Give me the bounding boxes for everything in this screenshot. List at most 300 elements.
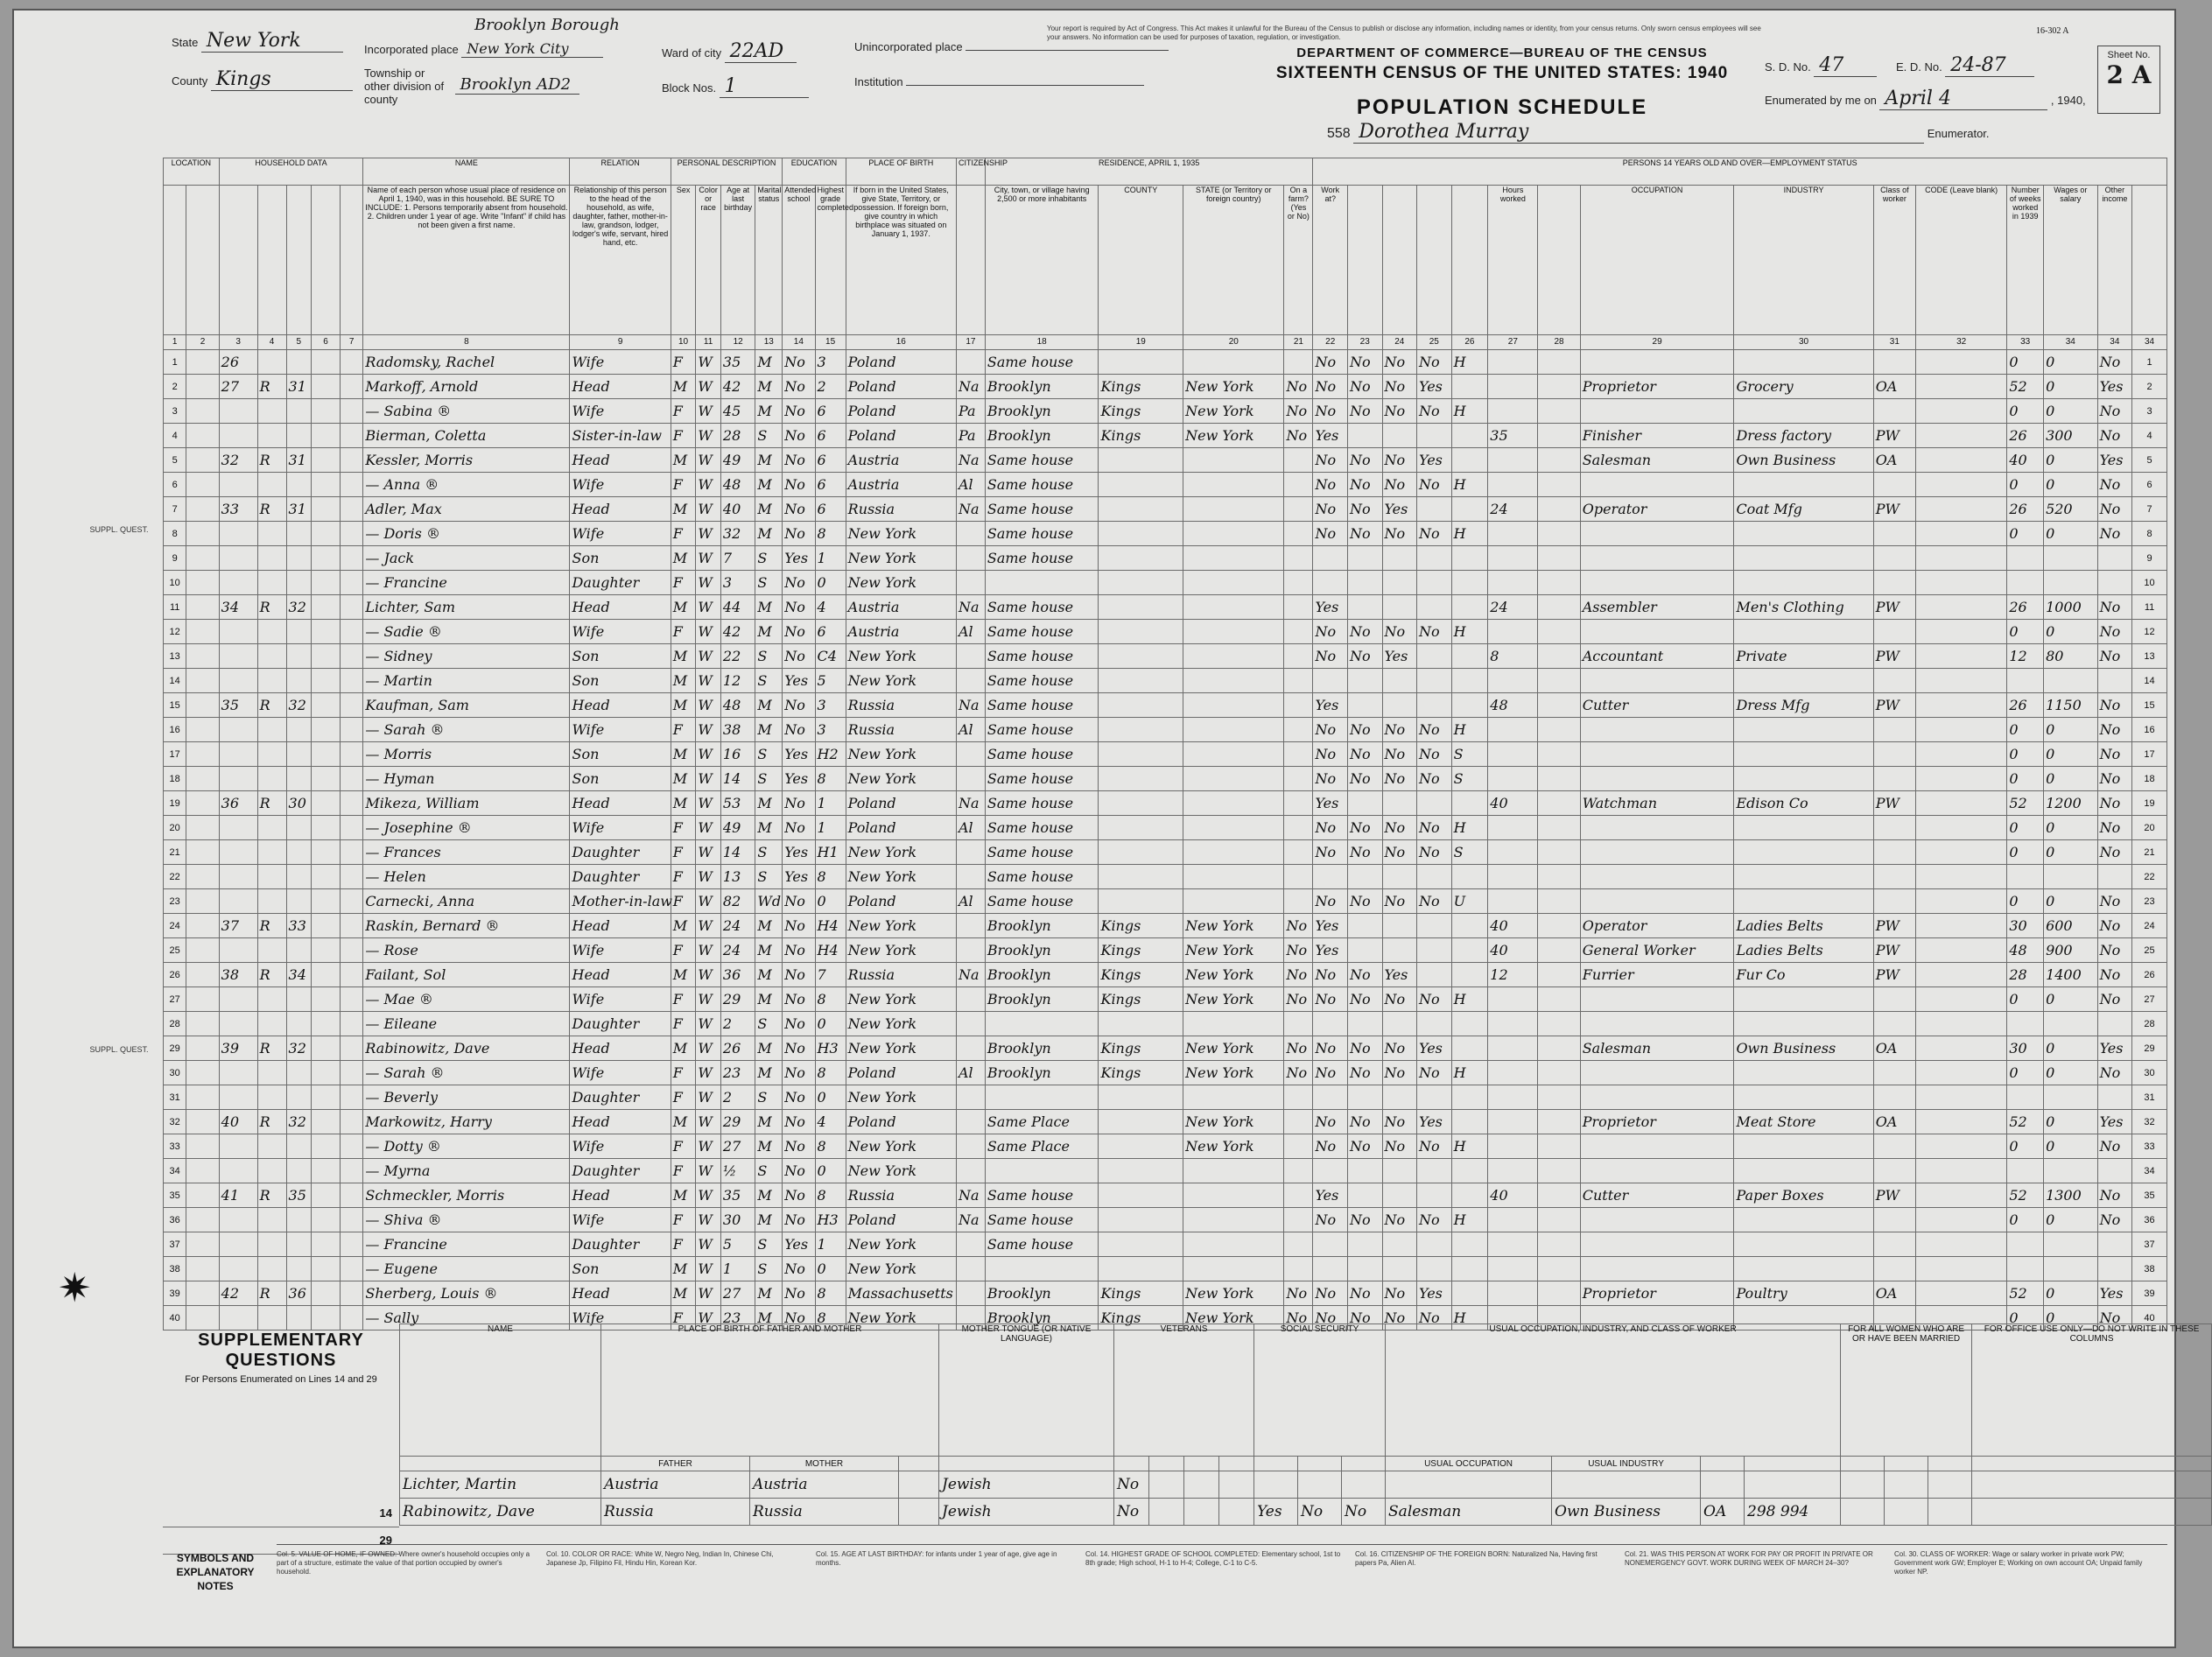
- cell-sex: F: [671, 1012, 696, 1036]
- cell-sex: M: [671, 791, 696, 816]
- cell-c24: Yes: [1417, 375, 1452, 399]
- cell-mar: S: [755, 1012, 783, 1036]
- cell-c22: [1347, 791, 1382, 816]
- line-number: 25: [2132, 938, 2167, 963]
- cell-birth: New York: [846, 546, 956, 571]
- line-number: 12: [2132, 620, 2167, 644]
- cell-res: Brooklyn: [985, 1306, 1099, 1331]
- cell-birth: Poland: [846, 816, 956, 840]
- cell-house: 35: [219, 693, 257, 718]
- sd-value: 47: [1814, 54, 1877, 77]
- cell-cit: Al: [956, 620, 985, 644]
- cell-birth: New York: [846, 865, 956, 889]
- cell-age: 27: [720, 1281, 755, 1306]
- cell-birth: Poland: [846, 1208, 956, 1232]
- supp-social-header: SOCIAL SECURITY: [1254, 1324, 1386, 1457]
- cell-st: [1183, 1085, 1284, 1110]
- cell-occ: [1580, 767, 1734, 791]
- cell-c22: No: [1347, 399, 1382, 424]
- cell-gr: 6: [815, 399, 846, 424]
- cell-c23: No: [1382, 987, 1417, 1012]
- supp-line-number: 29: [163, 1527, 399, 1555]
- cell-rel: Wife: [570, 1061, 671, 1085]
- line-number: 13: [2132, 644, 2167, 669]
- cell-wage: 0: [2044, 448, 2098, 473]
- cell-st: [1183, 1232, 1284, 1257]
- table-row: [164, 987, 2167, 1012]
- relation-header: RELATION: [570, 158, 671, 186]
- cell-mar: M: [755, 1281, 783, 1306]
- cell-oth: No: [2097, 889, 2132, 914]
- cell-mar: M: [755, 938, 783, 963]
- cell-wage: [2044, 546, 2098, 571]
- table-row: [164, 1061, 2167, 1085]
- cell-oth: No: [2097, 473, 2132, 497]
- cell-c24: [1417, 1257, 1452, 1281]
- cell-house: 34: [219, 595, 257, 620]
- cell-hrs: [1488, 1110, 1538, 1134]
- cell-oth: No: [2097, 1061, 2132, 1085]
- cell-cls: [1873, 865, 1915, 889]
- household-header: HOUSEHOLD DATA: [219, 158, 363, 186]
- state-field: State New York: [172, 30, 343, 53]
- cell-c21: No: [1313, 1208, 1348, 1232]
- cell-wks: 0: [2007, 889, 2044, 914]
- cell-c24: No: [1417, 889, 1452, 914]
- cell-gr: 0: [815, 1085, 846, 1110]
- cell-name: — Sabina ®: [363, 399, 570, 424]
- cell-oth: Yes: [2097, 448, 2132, 473]
- cell-birth: Russia: [846, 963, 956, 987]
- cell-res: Same house: [985, 767, 1099, 791]
- line-number: 29: [164, 1036, 186, 1061]
- cell-ind: [1734, 1208, 1873, 1232]
- cell-c25: [1451, 791, 1488, 816]
- cell-wage: 0: [2044, 350, 2098, 375]
- cell-cit: [956, 914, 985, 938]
- cell-val: 32: [286, 1110, 312, 1134]
- cell-rel: Son: [570, 669, 671, 693]
- cell-ind: [1734, 1012, 1873, 1036]
- cell-c25: U: [1451, 889, 1488, 914]
- cell-farm: [1284, 1208, 1313, 1232]
- cell-occ: [1580, 1061, 1734, 1085]
- column-number: 16: [846, 335, 956, 350]
- cell-house: [219, 742, 257, 767]
- cell-farm: [1284, 865, 1313, 889]
- cell-rel: Son: [570, 1257, 671, 1281]
- cell-sex: F: [671, 522, 696, 546]
- cell-race: W: [696, 350, 721, 375]
- cell-res: [985, 1085, 1099, 1110]
- cell-sch: Yes: [783, 669, 815, 693]
- cell-mar: S: [755, 571, 783, 595]
- cell-rel: Mother-in-law: [570, 889, 671, 914]
- cell-house: [219, 571, 257, 595]
- cell-rel: Wife: [570, 987, 671, 1012]
- cell-c24: No: [1417, 1134, 1452, 1159]
- cell-c22: [1347, 1159, 1382, 1183]
- cell-gr: 3: [815, 693, 846, 718]
- cell-gr: 0: [815, 1012, 846, 1036]
- cell-cls: [1873, 399, 1915, 424]
- cell-c21: No: [1313, 1036, 1348, 1061]
- cell-oth: No: [2097, 693, 2132, 718]
- line-number: 40: [164, 1306, 186, 1331]
- cell-wage: [2044, 1232, 2098, 1257]
- cell-c21: No: [1313, 473, 1348, 497]
- table-row: [164, 1159, 2167, 1183]
- cell-mar: M: [755, 375, 783, 399]
- cell-age: 42: [720, 620, 755, 644]
- cell-c21: No: [1313, 987, 1348, 1012]
- cell-cit: [956, 669, 985, 693]
- cell-rel: Daughter: [570, 1159, 671, 1183]
- cell-st: [1183, 865, 1284, 889]
- cell-age: 35: [720, 1183, 755, 1208]
- cell-c24: Yes: [1417, 1281, 1452, 1306]
- table-row: [164, 889, 2167, 914]
- cell-sex: F: [671, 1061, 696, 1085]
- cell-occ: [1580, 1085, 1734, 1110]
- cell-c23: No: [1382, 1134, 1417, 1159]
- table-row: [164, 473, 2167, 497]
- cell-wks: 48: [2007, 938, 2044, 963]
- cell-res: Same house: [985, 669, 1099, 693]
- cell-own: [257, 1012, 286, 1036]
- cell-name: — Rose: [363, 938, 570, 963]
- cell-co: [1099, 1159, 1183, 1183]
- cell-st: New York: [1183, 399, 1284, 424]
- cell-ind: [1734, 1085, 1873, 1110]
- cell-farm: [1284, 1257, 1313, 1281]
- line-number: 1: [2132, 350, 2167, 375]
- cell-wks: [2007, 1257, 2044, 1281]
- cell-wage: [2044, 669, 2098, 693]
- cell-co: [1099, 889, 1183, 914]
- supp-cell-vet: No: [1114, 1471, 1149, 1499]
- cell-own: [257, 816, 286, 840]
- cell-c24: No: [1417, 767, 1452, 791]
- cell-st: [1183, 644, 1284, 669]
- line-number: 23: [2132, 889, 2167, 914]
- cell-val: [286, 938, 312, 963]
- cell-c22: No: [1347, 840, 1382, 865]
- cell-c25: H: [1451, 1306, 1488, 1331]
- institution-field: Institution: [854, 75, 1144, 90]
- cell-cls: [1873, 669, 1915, 693]
- cell-cit: [956, 350, 985, 375]
- line-number: 32: [2132, 1110, 2167, 1134]
- table-row: [164, 399, 2167, 424]
- cell-name: — Mae ®: [363, 987, 570, 1012]
- cell-c22: [1347, 1232, 1382, 1257]
- cell-birth: New York: [846, 987, 956, 1012]
- cell-farm: [1284, 1134, 1313, 1159]
- table-row: [164, 963, 2167, 987]
- note-item: Col. 15. AGE AT LAST BIRTHDAY: for infants under 1 year of age, give age in months.: [816, 1550, 1057, 1567]
- cell-occ: Proprietor: [1580, 1110, 1734, 1134]
- table-row: [164, 546, 2167, 571]
- cell-gr: 8: [815, 522, 846, 546]
- cell-val: 33: [286, 914, 312, 938]
- cell-oth: [2097, 669, 2132, 693]
- birth-instructions: If born in the United States, give State, Territory, or possession. If foreign born, give country in which birthplace was situated on January 1, 1937.: [846, 186, 956, 335]
- cell-hrs: [1488, 1159, 1538, 1183]
- cell-sch: No: [783, 963, 815, 987]
- supp-birthplace-header: PLACE OF BIRTH OF FATHER AND MOTHER: [601, 1324, 939, 1457]
- cell-name: Schmeckler, Morris: [363, 1183, 570, 1208]
- cell-age: 49: [720, 816, 755, 840]
- cell-res: Brooklyn: [985, 1036, 1099, 1061]
- cell-own: [257, 1306, 286, 1331]
- cell-farm: No: [1284, 963, 1313, 987]
- table-row: [164, 1257, 2167, 1281]
- cell-wage: 0: [2044, 742, 2098, 767]
- cell-wage: 0: [2044, 375, 2098, 399]
- cell-sex: M: [671, 914, 696, 938]
- cell-wks: [2007, 1159, 2044, 1183]
- cell-age: 14: [720, 767, 755, 791]
- cell-cls: [1873, 742, 1915, 767]
- cell-sch: No: [783, 571, 815, 595]
- cell-sch: No: [783, 816, 815, 840]
- cell-rel: Daughter: [570, 1085, 671, 1110]
- cell-gr: 6: [815, 473, 846, 497]
- sd-field: S. D. No. 47: [1765, 54, 1877, 77]
- cell-oth: [2097, 1159, 2132, 1183]
- cell-own: [257, 840, 286, 865]
- cell-c22: No: [1347, 1306, 1382, 1331]
- cell-cit: [956, 1085, 985, 1110]
- cell-hrs: [1488, 1281, 1538, 1306]
- cell-occ: [1580, 1232, 1734, 1257]
- cell-house: [219, 399, 257, 424]
- cell-sex: M: [671, 1281, 696, 1306]
- cell-val: 31: [286, 497, 312, 522]
- cell-ind: [1734, 767, 1873, 791]
- cell-mar: S: [755, 865, 783, 889]
- column-number: 34: [2044, 335, 2098, 350]
- cell-cit: Na: [956, 791, 985, 816]
- cell-wks: 40: [2007, 448, 2044, 473]
- cell-val: [286, 840, 312, 865]
- cell-ind: [1734, 1061, 1873, 1085]
- table-row: [164, 1281, 2167, 1306]
- cell-ind: [1734, 1232, 1873, 1257]
- cell-c21: No: [1313, 840, 1348, 865]
- cell-own: [257, 1257, 286, 1281]
- cell-age: 44: [720, 595, 755, 620]
- cell-cls: OA: [1873, 1281, 1915, 1306]
- cell-farm: No: [1284, 987, 1313, 1012]
- cell-cit: Na: [956, 1183, 985, 1208]
- cell-farm: [1284, 448, 1313, 473]
- cell-hrs: [1488, 1012, 1538, 1036]
- cell-own: R: [257, 1281, 286, 1306]
- line-number: 39: [2132, 1281, 2167, 1306]
- cell-sex: F: [671, 865, 696, 889]
- cell-gr: 1: [815, 816, 846, 840]
- cell-c22: [1347, 865, 1382, 889]
- cell-co: [1099, 669, 1183, 693]
- cell-house: [219, 1159, 257, 1183]
- cell-hrs: [1488, 1232, 1538, 1257]
- cell-cls: PW: [1873, 963, 1915, 987]
- cell-farm: [1284, 522, 1313, 546]
- cell-occ: Finisher: [1580, 424, 1734, 448]
- cell-age: 24: [720, 914, 755, 938]
- cell-c21: Yes: [1313, 791, 1348, 816]
- cell-c25: [1451, 1110, 1488, 1134]
- cell-occ: [1580, 546, 1734, 571]
- cell-wks: 52: [2007, 791, 2044, 816]
- cell-wage: [2044, 1159, 2098, 1183]
- table-row: [164, 595, 2167, 620]
- cell-cit: Al: [956, 473, 985, 497]
- cell-c21: Yes: [1313, 1183, 1348, 1208]
- cell-own: [257, 742, 286, 767]
- cell-own: [257, 473, 286, 497]
- table-row: [164, 350, 2167, 375]
- cell-rel: Daughter: [570, 1232, 671, 1257]
- cell-name: — Myrna: [363, 1159, 570, 1183]
- employment-header: PERSONS 14 YEARS OLD AND OVER—EMPLOYMENT STATUS: [1313, 158, 2167, 186]
- cell-wks: [2007, 669, 2044, 693]
- cell-ind: [1734, 987, 1873, 1012]
- cell-wks: 52: [2007, 1281, 2044, 1306]
- cell-c24: No: [1417, 399, 1452, 424]
- cell-occ: General Worker: [1580, 938, 1734, 963]
- cell-sex: F: [671, 620, 696, 644]
- line-number: 2: [164, 375, 186, 399]
- line-number: 34: [2132, 1159, 2167, 1183]
- cell-c21: Yes: [1313, 938, 1348, 963]
- cell-oth: No: [2097, 1208, 2132, 1232]
- cell-farm: [1284, 1159, 1313, 1183]
- cell-sch: No: [783, 1306, 815, 1331]
- cell-birth: New York: [846, 1036, 956, 1061]
- notes-label: SYMBOLS AND EXPLANATORY NOTES: [176, 1552, 255, 1592]
- cell-birth: New York: [846, 522, 956, 546]
- cell-val: [286, 816, 312, 840]
- cell-cit: [956, 1134, 985, 1159]
- cell-race: W: [696, 595, 721, 620]
- cell-oth: [2097, 1257, 2132, 1281]
- cell-val: [286, 571, 312, 595]
- cell-oth: No: [2097, 424, 2132, 448]
- column-number: 27: [1488, 335, 1538, 350]
- cell-hrs: [1488, 1036, 1538, 1061]
- cell-race: W: [696, 742, 721, 767]
- cell-name: Adler, Max: [363, 497, 570, 522]
- cell-cls: [1873, 840, 1915, 865]
- cell-hrs: [1488, 546, 1538, 571]
- cell-co: Kings: [1099, 938, 1183, 963]
- cell-rel: Head: [570, 791, 671, 816]
- cell-c24: [1417, 644, 1452, 669]
- cell-cls: PW: [1873, 644, 1915, 669]
- cell-occ: [1580, 399, 1734, 424]
- cell-res: Brooklyn: [985, 963, 1099, 987]
- column-number: 24: [1382, 335, 1417, 350]
- line-number: 10: [164, 571, 186, 595]
- cell-mar: M: [755, 914, 783, 938]
- cell-gr: 2: [815, 375, 846, 399]
- cell-oth: No: [2097, 840, 2132, 865]
- cell-hrs: 40: [1488, 914, 1538, 938]
- department-title: DEPARTMENT OF COMMERCE—BUREAU OF THE CENSUS: [1296, 46, 1708, 60]
- cell-st: New York: [1183, 1036, 1284, 1061]
- cell-birth: New York: [846, 840, 956, 865]
- cell-gr: 8: [815, 1134, 846, 1159]
- cell-c23: [1382, 669, 1417, 693]
- line-number: 26: [2132, 963, 2167, 987]
- cell-c22: [1347, 1012, 1382, 1036]
- cell-c23: [1382, 693, 1417, 718]
- cell-rel: Head: [570, 1183, 671, 1208]
- line-number: 27: [2132, 987, 2167, 1012]
- supp-cell-mother: Austria: [750, 1471, 899, 1499]
- cell-c25: [1451, 693, 1488, 718]
- cell-c21: [1313, 1159, 1348, 1183]
- line-number: 8: [164, 522, 186, 546]
- cell-house: 26: [219, 350, 257, 375]
- cell-co: [1099, 1232, 1183, 1257]
- cell-wage: 900: [2044, 938, 2098, 963]
- cell-co: [1099, 718, 1183, 742]
- cell-farm: [1284, 644, 1313, 669]
- cell-ind: Paper Boxes: [1734, 1183, 1873, 1208]
- cell-age: 82: [720, 889, 755, 914]
- cell-birth: Austria: [846, 448, 956, 473]
- cell-name: Failant, Sol: [363, 963, 570, 987]
- line-number: 38: [164, 1257, 186, 1281]
- cell-c24: No: [1417, 522, 1452, 546]
- cell-sex: F: [671, 938, 696, 963]
- cell-res: Same house: [985, 865, 1099, 889]
- sheet-box: Sheet No. 2 A: [2097, 46, 2160, 114]
- cell-sex: F: [671, 1134, 696, 1159]
- cell-birth: New York: [846, 1134, 956, 1159]
- line-number: 15: [2132, 693, 2167, 718]
- cell-c23: Yes: [1382, 644, 1417, 669]
- cell-sch: No: [783, 791, 815, 816]
- cell-co: [1099, 1257, 1183, 1281]
- cell-c24: [1417, 497, 1452, 522]
- cell-sex: F: [671, 816, 696, 840]
- cell-wks: [2007, 1232, 2044, 1257]
- cell-c22: No: [1347, 767, 1382, 791]
- cell-rel: Head: [570, 375, 671, 399]
- cell-c22: [1347, 1085, 1382, 1110]
- cell-gr: 8: [815, 1281, 846, 1306]
- cell-gr: 6: [815, 424, 846, 448]
- cell-st: [1183, 522, 1284, 546]
- cell-name: — Martin: [363, 669, 570, 693]
- cell-c22: [1347, 595, 1382, 620]
- cell-occ: Salesman: [1580, 1036, 1734, 1061]
- cell-race: W: [696, 963, 721, 987]
- cell-st: [1183, 1257, 1284, 1281]
- cell-c25: H: [1451, 816, 1488, 840]
- cell-sex: M: [671, 375, 696, 399]
- cell-mar: M: [755, 595, 783, 620]
- cell-c23: Yes: [1382, 963, 1417, 987]
- cell-wks: 0: [2007, 522, 2044, 546]
- cell-gr: 5: [815, 669, 846, 693]
- cell-rel: Head: [570, 693, 671, 718]
